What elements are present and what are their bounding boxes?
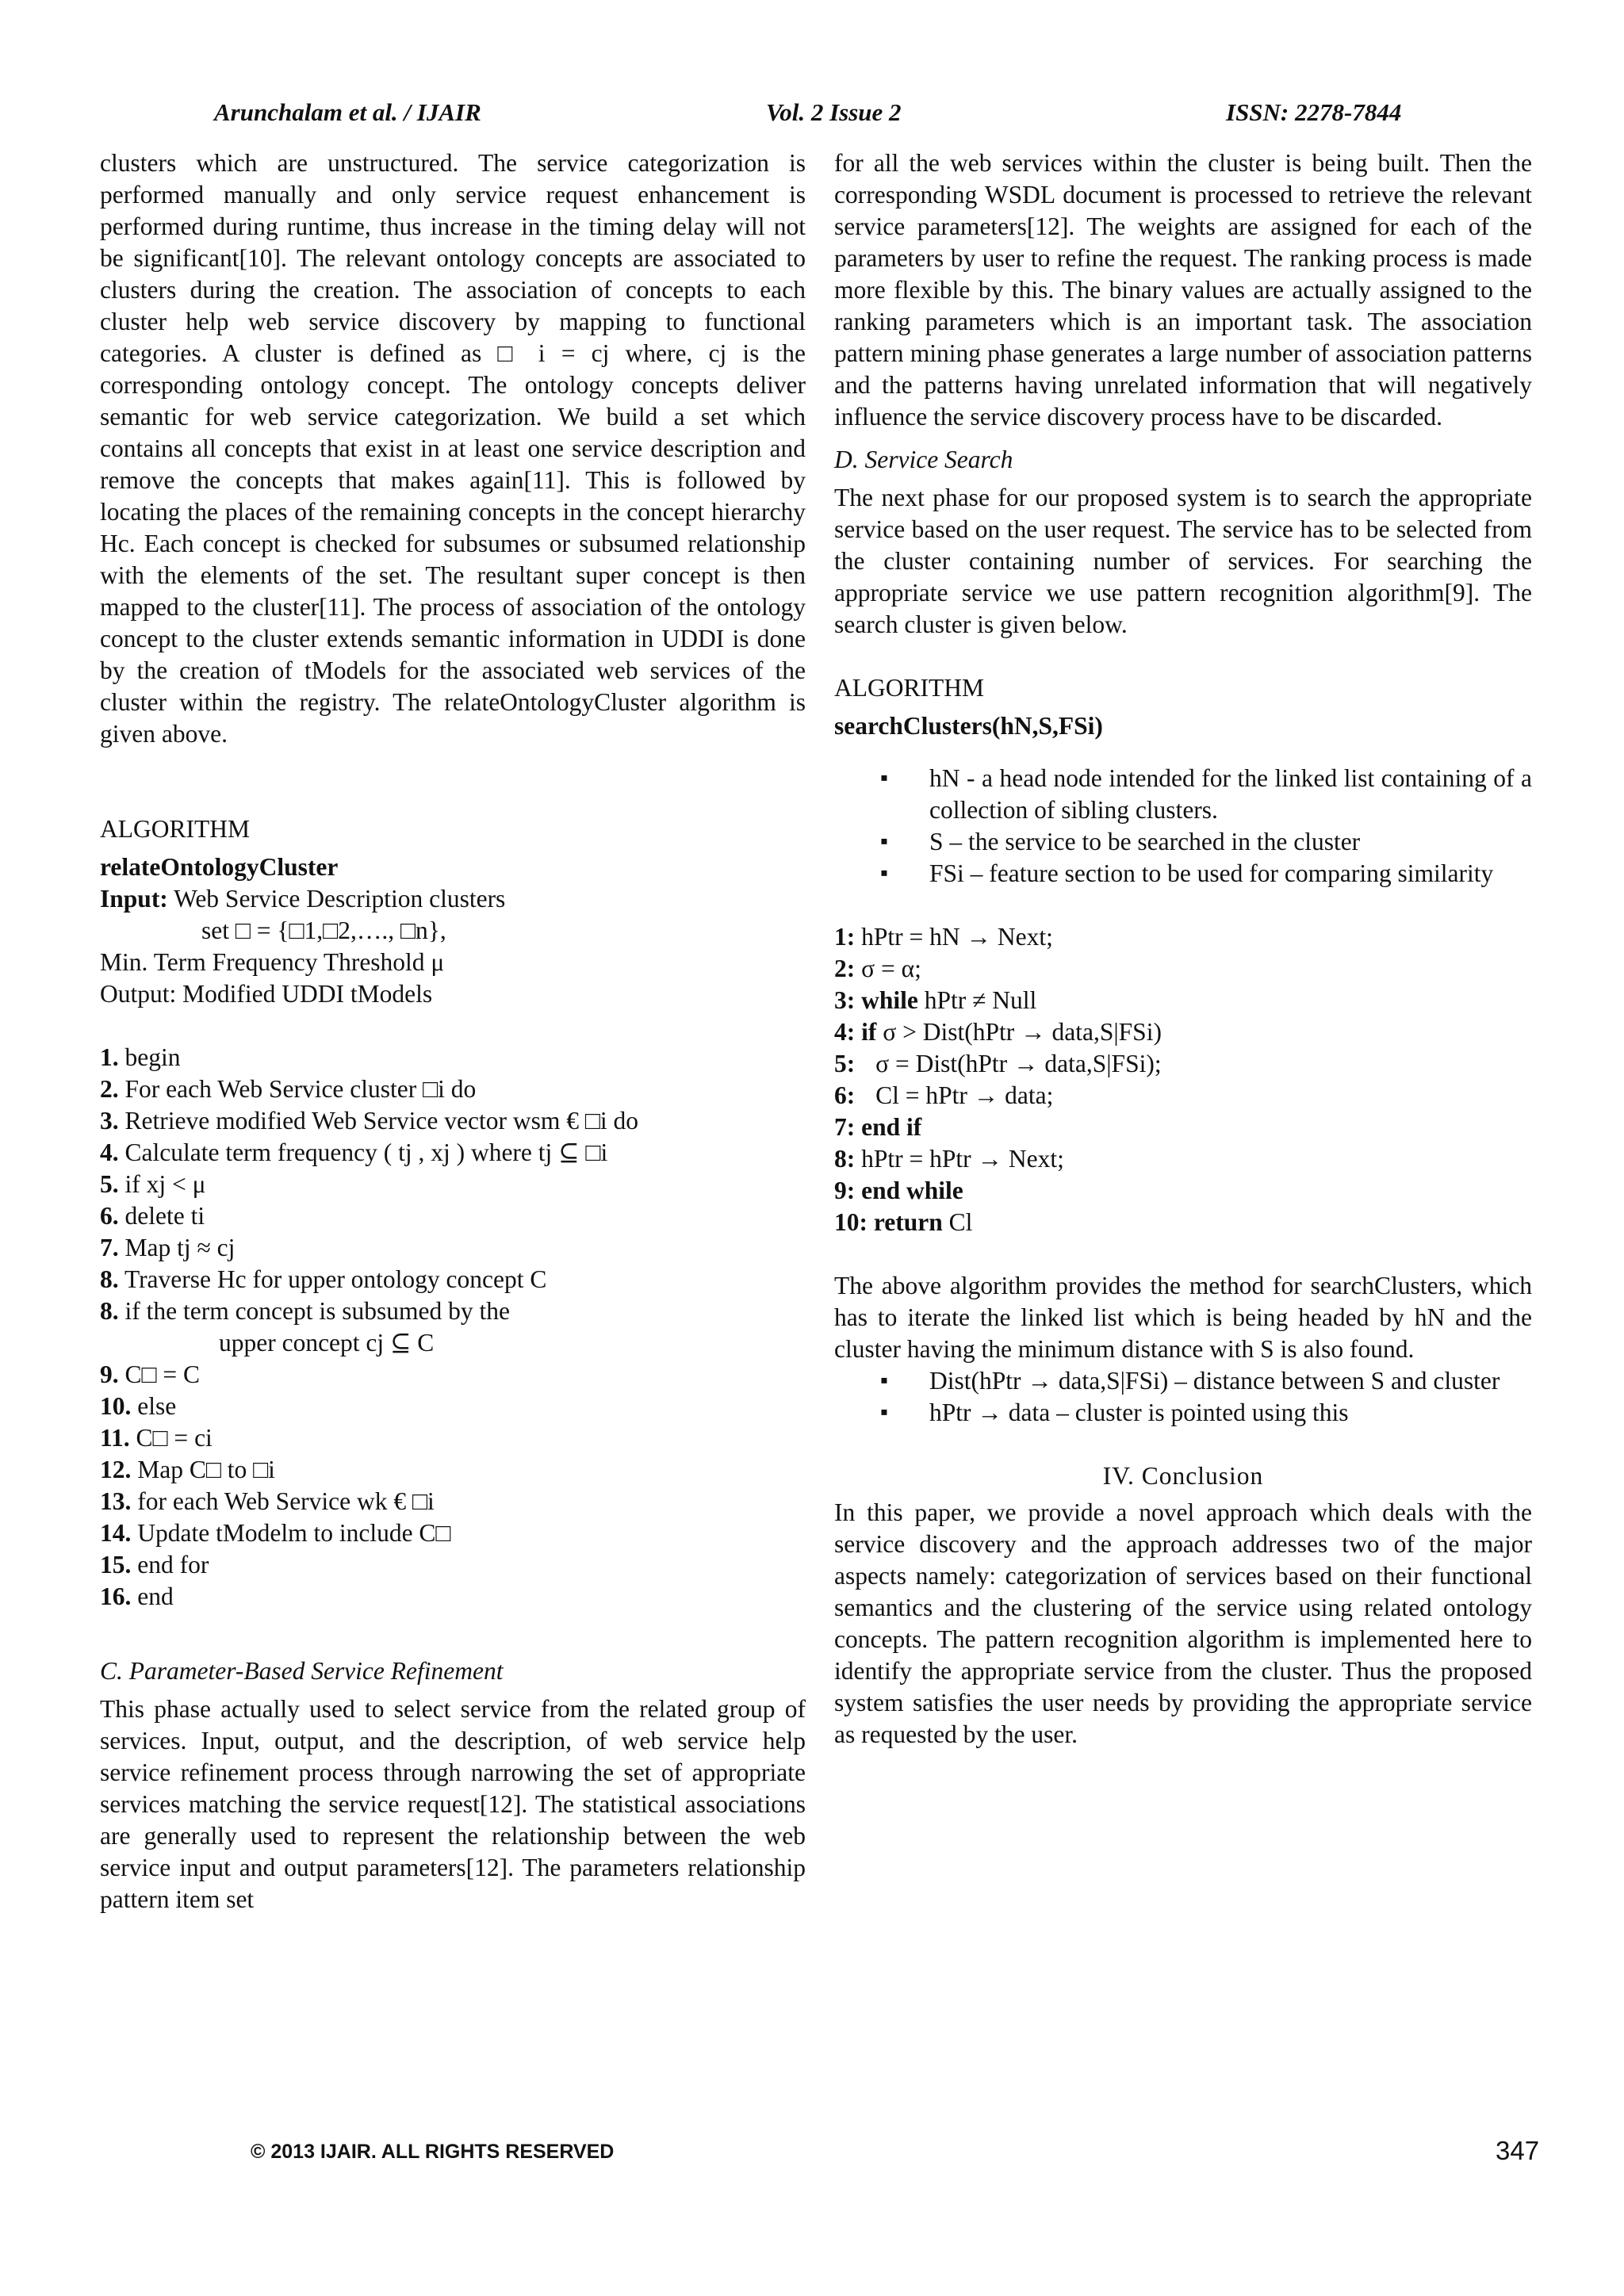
algorithm-step: 3: while hPtr ≠ Null (834, 986, 1037, 1014)
algorithm-step: 9: end while (834, 1177, 963, 1204)
section-d-paragraph: The next phase for our proposed system is to search the appropriate service based on the user request. The service has to be selected from the cluster containing number of services. For searching the appropriate service we use pattern recognition algorithm[9]. The search cluster is given below. (834, 484, 1532, 638)
algorithm-step: 7. Map tj ≈ cj (100, 1234, 236, 1261)
algorithm-steps (100, 1042, 806, 1613)
algorithm-step: 10. else (100, 1392, 177, 1420)
algorithm-step: 5. if xj < μ (100, 1170, 206, 1198)
section-d-title: D. Service Search (834, 446, 1013, 473)
page-number: 347 (1496, 2136, 1540, 2165)
algorithm-label: ALGORITHM (834, 674, 984, 702)
algorithm-step: 6. delete ti (100, 1202, 205, 1230)
parameter-list (834, 763, 1532, 890)
left-column (100, 147, 806, 1915)
right-column (834, 147, 1532, 1751)
algorithm-step: 8. Traverse Hc for upper ontology concept C (100, 1265, 547, 1293)
conclusion-paragraph: In this paper, we provide a novel approach which deals with the service discovery and the approach addresses two of the major aspects namely: categorization of services based on their functional semantics and the clustering of the service using related ontology concepts. The pattern recognition algorithm is implemented here to identify the appropriate service from the cluster. Thus the proposed system satisfies the user needs by providing the appropriate service as requested by the user. (834, 1498, 1532, 1748)
algorithm-step: 1. begin (100, 1043, 181, 1071)
continuation-paragraph: for all the web services within the cluster is being built. Then the corresponding WSDL document is processed to retrieve the relevant service parameters[12]. The weights are assigned for each of the parameters by user to refine the request. The ranking process is made more flexible by this. The binary values are actually assigned to the ranking parameters which is an important task. The association pattern mining phase generates a large number of association patterns and the patterns having unrelated information that will negatively influence the service discovery process have to be discarded. (834, 149, 1532, 430)
algorithm-input: Input: Web Service Description clusters (100, 885, 506, 913)
list-item: ▪ hN - a head node intended for the linked list containing of a collection of sibling clusters. (880, 763, 1532, 826)
algorithm-step: 6: Cl = hPtr → data; (834, 1081, 1054, 1109)
conclusion-title: IV. Conclusion (1102, 1462, 1264, 1490)
algorithm-step: 8. if the term concept is subsumed by the (100, 1297, 511, 1325)
running-header (0, 98, 1624, 133)
intro-paragraph: clusters which are unstructured. The service categorization is performed manually and only service request enhancement is performed during runtime, thus increase in the timing delay will not be significant[10]. The relevant ontology concepts are associated to clusters during the creation. The association of concepts to each cluster help web service discovery by mapping to functional categories. A cluster is defined as □ i = cj where, cj is the corresponding ontology concept. The ontology concepts deliver semantic for web service categorization. We build a set which contains all concepts that exist in at least one service description and remove the concepts that makes again[11]. This is followed by locating the places of the remaining concepts in the concept hierarchy Hc. Each concept is checked for subsumes or subsumed relationship with the elements of the set. The resultant super concept is then mapped to the cluster[11]. The process of association of the ontology concept to the cluster extends semantic information in UDDI is done by the creation of tModels for the associated web services of the cluster within the registry. The relateOntologyCluster algorithm is given above. (100, 149, 806, 748)
algorithm-step: 2. For each Web Service cluster □i do (100, 1075, 477, 1103)
list-item: ▪ S – the service to be searched in the cluster (880, 826, 1532, 858)
algorithm-threshold: Min. Term Frequency Threshold μ (100, 948, 445, 976)
algorithm-title: relateOntologyCluster (100, 853, 339, 881)
algorithm-step: 3. Retrieve modified Web Service vector wsm € □i do (100, 1107, 638, 1135)
algorithm-step: 14. Update tModelm to include C□ (100, 1519, 451, 1547)
algorithm-step: 4: if σ > Dist(hPtr → data,S|FSi) (834, 1018, 1162, 1046)
algorithm-step: 16. end (100, 1582, 174, 1610)
algorithm-step: 5: σ = Dist(hPtr → data,S|FSi); (834, 1050, 1162, 1077)
algorithm-label: ALGORITHM (100, 815, 250, 843)
algorithm-title: searchClusters(hN,S,FSi) (834, 712, 1103, 740)
algorithm-step: 9. C□ = C (100, 1360, 201, 1388)
algorithm-step: 7: end if (834, 1113, 922, 1141)
algorithm-output: Output: Modified UDDI tModels (100, 980, 433, 1008)
list-item: ▪ Dist(hPtr → data,S|FSi) – distance between S and cluster (880, 1365, 1532, 1397)
explanation-paragraph: The above algorithm provides the method for searchClusters, which has to iterate the linked list which is being headed by hN and the cluster having the minimum distance with S is also found. (834, 1272, 1532, 1363)
algorithm-step: upper concept cj ⊆ C (219, 1329, 435, 1357)
algorithm-step: 8: hPtr = hPtr → Next; (834, 1145, 1064, 1173)
list-item: ▪ hPtr → data – cluster is pointed using this (880, 1397, 1532, 1429)
section-c-title: C. Parameter-Based Service Refinement (100, 1657, 504, 1685)
footer-copyright: © 2013 IJAIR. ALL RIGHTS RESERVED (251, 2141, 615, 2163)
list-item: ▪ FSi – feature section to be used for comparing similarity (880, 858, 1532, 890)
algorithm-step: 11. C□ = ci (100, 1424, 213, 1452)
algorithm-step: 4. Calculate term frequency ( tj , xj ) where tj ⊆ □i (100, 1138, 608, 1166)
algorithm-step: 10: return Cl (834, 1208, 973, 1236)
definition-list (834, 1365, 1532, 1429)
algorithm-input-set: set □ = {□1,□2,…., □n}, (201, 916, 446, 944)
header-issn: ISSN: 2278-7844 (1226, 98, 1402, 126)
algorithm-step: 13. for each Web Service wk € □i (100, 1487, 435, 1515)
header-volume: Vol. 2 Issue 2 (766, 98, 902, 126)
algorithm-step: 12. Map C□ to □i (100, 1456, 275, 1483)
section-c-paragraph: This phase actually used to select service from the related group of services. Input, output, and the description, of web service help service refinement process through narrowing the set of appropriate services matching the service request[12]. The statistical associations are generally used to represent the relationship between the web service input and output parameters[12]. The parameters relationship pattern item set (100, 1695, 806, 1913)
algorithm-step: 1: hPtr = hN → Next; (834, 923, 1053, 951)
algorithm-step: 15. end for (100, 1551, 209, 1578)
header-authors: Arunchalam et al. / IJAIR (214, 98, 481, 126)
algorithm-step: 2: σ = α; (834, 955, 921, 982)
search-algorithm-steps (834, 921, 1532, 1238)
